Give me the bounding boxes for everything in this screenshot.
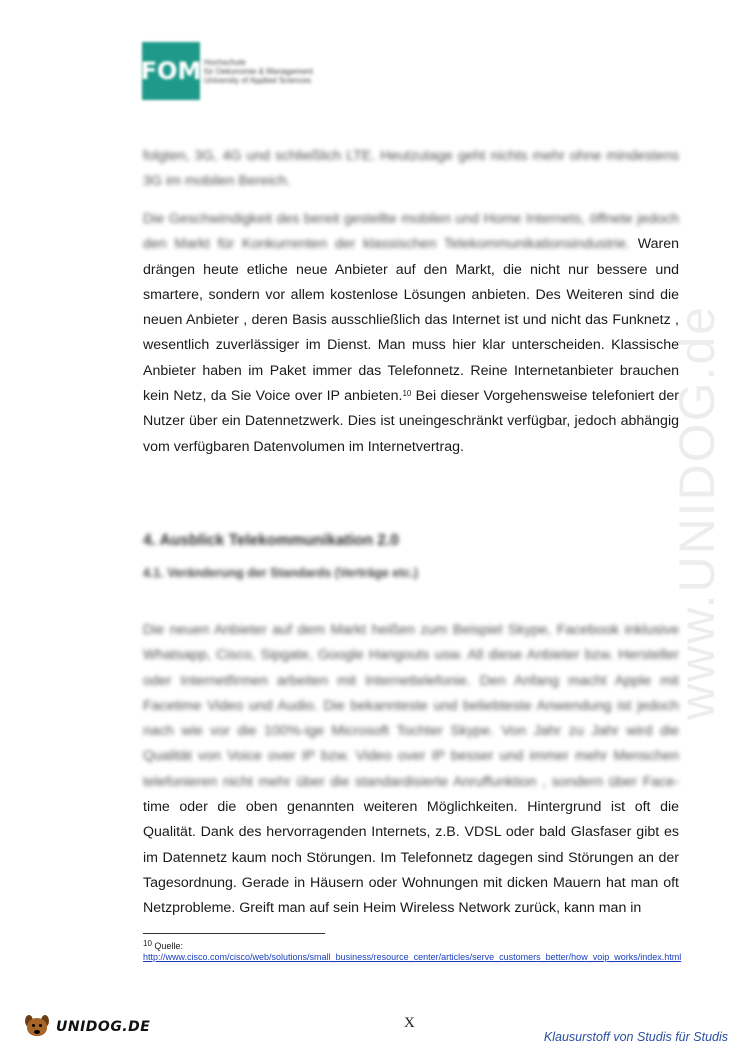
footnote-separator xyxy=(143,933,325,934)
paragraph-text-blurred: folgten, 3G, 4G und schließlich LTE. Heutzutage geht nichts mehr ohne mindestens 3G im mobilen Bereich. xyxy=(143,148,679,190)
page-number: X xyxy=(404,1015,415,1031)
footnote-number: 10 xyxy=(143,939,152,948)
fom-logo xyxy=(142,42,313,100)
logo-line: Hochschule xyxy=(204,57,246,67)
paragraph-3 xyxy=(143,618,679,922)
footnote xyxy=(143,941,683,963)
paragraph-2 xyxy=(143,207,679,460)
paragraph-text: Waren drängen heute etliche neue Anbieter auf den Markt, die nicht nur bessere und smartere, sondern vor allem kostenlose Lösungen anbieten. Des Weiteren sind die neuen Anbieter , deren Basis ausschließlich das Internet ist und nicht das Funknetz , wesentlich zuverlässiger im Dienst. Man muss hier klar unterscheiden. Klassische Anbieter haben im Paket immer das Telefonnetz. Reine Internetanbieter brauchen kein Netz, da Sie Voice over IP anbieten. xyxy=(143,236,679,405)
watermark: www.UNIDOG.de xyxy=(669,305,725,720)
paragraph-1 xyxy=(143,144,679,195)
paragraph-text-blurred: Die neuen Anbieter auf dem Markt heißen zum Beispiel Skype, Facebook inklusive Whatsapp, Cisco, Sipgate, Google Hangouts usw. All diese Anbieter bzw. Hersteller oder Internetfirmen arbeiten mit Internettelefonie. Den Anfang macht Apple mit Facetime Video und Audio. Die bekannteste und beliebteste Anwendung ist jedoch nach wie vor die 100%-ige Microsoft Tochter Skype. Von Jahr zu Jahr wird die Qualität von Voice over IP bzw. Video over IP besser und immer mehr Menschen telefonieren nicht mehr über die standardisierte Anruffunktion , sondern über Face- xyxy=(143,622,679,790)
logo-line: University of Applied Sciences xyxy=(204,75,312,85)
fom-logo-text xyxy=(204,58,313,85)
fom-logo-mark: FOM xyxy=(142,42,200,100)
logo-line: für Oekonomie & Management xyxy=(204,66,313,76)
footnote-label: Quelle: xyxy=(154,941,183,951)
footnote-reference[interactable]: 10 xyxy=(402,389,412,399)
paragraph-text-blurred: Die Geschwindigkeit des bereit gestellte mobilen und Home Internets, öffnete jedoch den Markt für Konkurrenten der klassischen Telekommunikationsindustrie. xyxy=(143,211,679,253)
subsection-heading: 4.1. Veränderung der Standards (Verträge etc.) xyxy=(143,566,419,580)
paragraph-text: time oder die oben genannten weiteren Möglichkeiten. Hintergrund ist oft die Qualität. Dank des hervorragenden Internets, z.B. VDSL oder bald Glasfaser gibt es im Datennetz kaum noch Störungen. Im Telefonnetz dagegen sind Störungen an der Tagesordnung. Gerade in Häusern oder Wohnungen mit dicken Mauern hat man oft Netzprobleme. Greift man auf sein Heim Wireless Network zurück, kann man in xyxy=(143,799,679,917)
footer-claim: Klausurstoff von Studis für Studis xyxy=(543,1030,728,1044)
dog-icon xyxy=(22,1012,52,1042)
footnote-link[interactable]: http://www.cisco.com/cisco/web/solutions/small_business/resource_center/articles/serve_customers_better/how_voip_works/index.html xyxy=(143,952,682,962)
unidog-brand: UNIDOG.DE xyxy=(56,1019,151,1035)
unidog-logo[interactable] xyxy=(22,1012,150,1042)
paragraph-text: Bei dieser Vorgehensweise telefoniert der Nutzer über ein Datennetzwerk. Dies ist uneingeschränkt verfügbar, jedoch abhängig vom verfügbaren Datenvolumen im Internetvertrag. xyxy=(143,388,679,455)
section-heading: 4. Ausblick Telekommunikation 2.0 xyxy=(143,532,399,549)
